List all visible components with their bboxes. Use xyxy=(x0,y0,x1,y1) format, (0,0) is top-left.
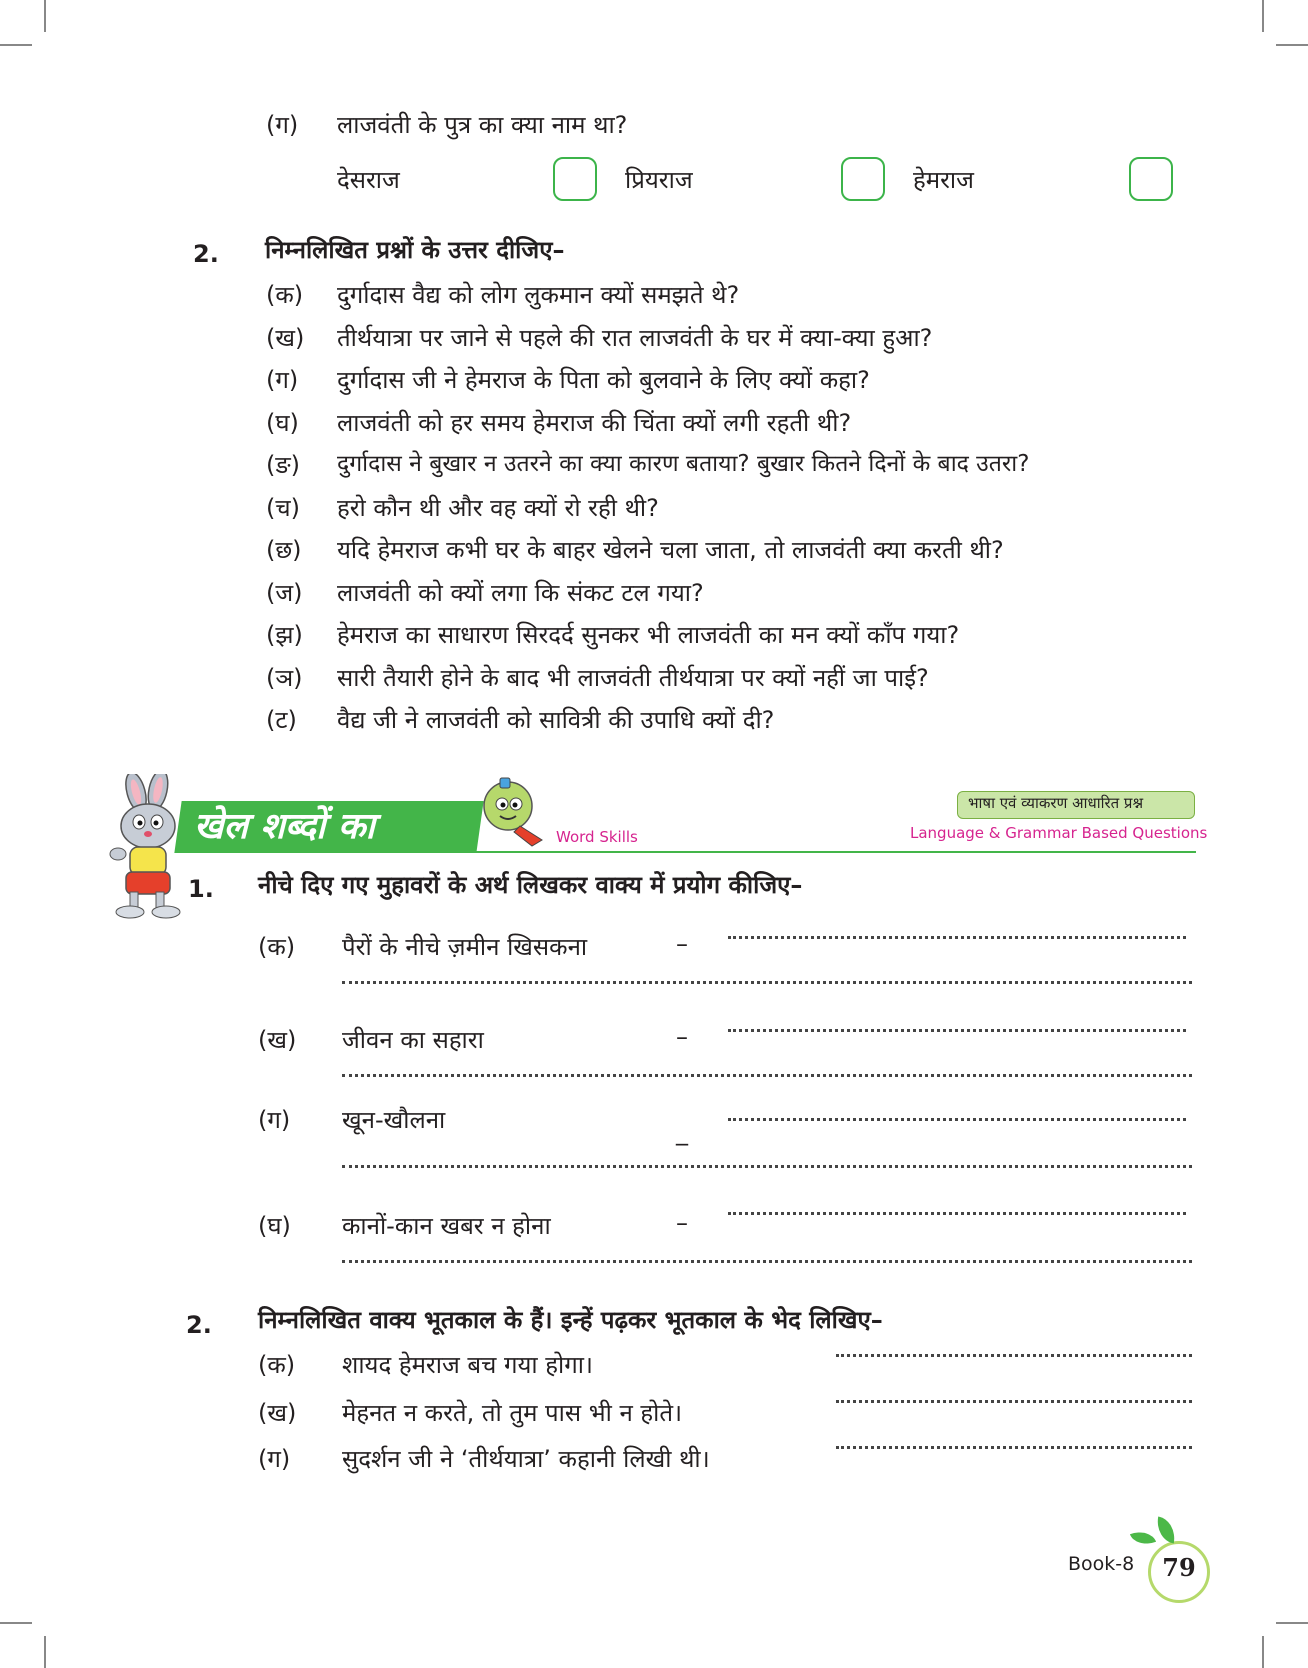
item-label: (घ) xyxy=(258,1212,291,1240)
item-text: लाजवंती को क्यों लगा कि संकट टल गया? xyxy=(337,579,704,607)
answer-line[interactable] xyxy=(342,1260,1192,1263)
item-label: (ग) xyxy=(258,1445,291,1473)
answer-line[interactable] xyxy=(728,936,1186,939)
dash: – xyxy=(676,1023,688,1051)
answer-line[interactable] xyxy=(342,981,1192,984)
answer-line[interactable] xyxy=(836,1354,1192,1357)
crop-mark xyxy=(1262,0,1264,32)
option-checkbox[interactable] xyxy=(841,157,885,201)
question-text: लाजवंती के पुत्र का क्या नाम था? xyxy=(337,111,628,139)
answer-line[interactable] xyxy=(728,1118,1186,1121)
item-label: (क) xyxy=(266,281,304,309)
question-heading: निम्नलिखित प्रश्नों के उत्तर दीजिए– xyxy=(265,236,565,264)
banner-title: खेल शब्दों का xyxy=(194,806,375,847)
item-label: (ग) xyxy=(266,366,299,394)
question-number: 1. xyxy=(188,875,214,903)
item-text: लाजवंती को हर समय हेमराज की चिंता क्यों लगी रहती थी? xyxy=(337,409,852,437)
pencil-mascot-icon xyxy=(480,774,546,848)
answer-line[interactable] xyxy=(342,1165,1192,1168)
banner-underline xyxy=(180,851,1196,853)
item-label: (ख) xyxy=(258,1026,297,1054)
item-text: हरो कौन थी और वह क्यों रो रही थी? xyxy=(337,494,659,522)
item-label: (ज) xyxy=(266,579,303,607)
question-number: 2. xyxy=(186,1311,212,1339)
answer-line[interactable] xyxy=(728,1029,1186,1032)
item-text: दुर्गादास वैद्य को लोग लुकमान क्यों समझते थे? xyxy=(337,281,740,309)
option-label: हेमराज xyxy=(913,166,974,194)
question-label: (ग) xyxy=(266,111,299,139)
item-label: (ग) xyxy=(258,1106,291,1134)
question-heading: नीचे दिए गए मुहावरों के अर्थ लिखकर वाक्य में प्रयोग कीजिए– xyxy=(258,871,803,899)
question-number: 2. xyxy=(193,240,219,268)
question-heading: निम्नलिखित वाक्य भूतकाल के हैं। इन्हें पढ़कर भूतकाल के भेद लिखिए– xyxy=(258,1306,883,1334)
option-label: प्रियराज xyxy=(625,166,693,194)
item-text: दुर्गादास ने बुखार न उतरने का क्या कारण बताया? बुखार कितने दिनों के बाद उतरा? xyxy=(337,451,1030,477)
page-number: 79 xyxy=(1162,1553,1196,1582)
item-label: (झ) xyxy=(266,621,303,649)
item-label: (ङ) xyxy=(266,451,301,479)
item-text: सुदर्शन जी ने ‘तीर्थयात्रा’ कहानी लिखी थी। xyxy=(342,1445,710,1473)
item-text: तीर्थयात्रा पर जाने से पहले की रात लाजवंती के घर में क्या-क्या हुआ? xyxy=(337,324,933,352)
item-label: (छ) xyxy=(266,536,302,564)
item-label: (ट) xyxy=(266,706,297,734)
item-text: वैद्य जी ने लाजवंती को सावित्री की उपाधि क्यों दी? xyxy=(337,706,775,734)
item-text: जीवन का सहारा xyxy=(342,1026,484,1054)
leaf-icon xyxy=(1130,1527,1156,1550)
crop-mark xyxy=(44,1636,46,1668)
item-text: मेहनत न करते, तो तुम पास भी न होते। xyxy=(342,1399,683,1427)
item-text: पैरों के नीचे ज़मीन खिसकना xyxy=(342,933,588,961)
option-checkbox[interactable] xyxy=(553,157,597,201)
crop-mark xyxy=(1276,44,1308,46)
item-label: (क) xyxy=(258,1351,296,1379)
item-text: हेमराज का साधारण सिरदर्द सुनकर भी लाजवंती का मन क्यों काँप गया? xyxy=(337,621,960,649)
banner-subtitle: Word Skills xyxy=(556,828,638,846)
crop-mark xyxy=(44,0,46,32)
item-label: (ञ) xyxy=(266,664,303,692)
answer-line[interactable] xyxy=(728,1212,1186,1215)
item-text: खून-खौलना xyxy=(342,1106,446,1134)
book-label: Book-8 xyxy=(1068,1553,1135,1575)
item-label: (घ) xyxy=(266,409,299,437)
dash: – xyxy=(676,930,688,958)
crop-mark xyxy=(1262,1636,1264,1668)
answer-line[interactable] xyxy=(342,1074,1192,1077)
answer-line[interactable] xyxy=(836,1446,1192,1449)
item-text: दुर्गादास जी ने हेमराज के पिता को बुलवाने के लिए क्यों कहा? xyxy=(337,366,870,394)
dash: _ xyxy=(676,1118,688,1146)
crop-mark xyxy=(0,1622,32,1624)
banner-badge-text: भाषा एवं व्याकरण आधारित प्रश्न xyxy=(968,794,1144,812)
item-text: कानों-कान खबर न होना xyxy=(342,1212,551,1240)
crop-mark xyxy=(0,44,32,46)
item-label: (ख) xyxy=(258,1399,297,1427)
item-label: (च) xyxy=(266,494,300,522)
item-label: (ख) xyxy=(266,324,305,352)
dash: – xyxy=(676,1209,688,1237)
item-text: शायद हेमराज बच गया होगा। xyxy=(342,1351,594,1379)
item-text: यदि हेमराज कभी घर के बाहर खेलने चला जाता, तो लाजवंती क्या करती थी? xyxy=(337,536,1004,564)
item-text: सारी तैयारी होने के बाद भी लाजवंती तीर्थयात्रा पर क्यों नहीं जा पाई? xyxy=(337,664,929,692)
option-checkbox[interactable] xyxy=(1129,157,1173,201)
leaf-icon xyxy=(1154,1516,1178,1543)
crop-mark xyxy=(1276,1622,1308,1624)
banner-badge-english: Language & Grammar Based Questions xyxy=(910,824,1208,842)
item-label: (क) xyxy=(258,933,296,961)
option-label: देसराज xyxy=(337,166,400,194)
answer-line[interactable] xyxy=(836,1400,1192,1403)
